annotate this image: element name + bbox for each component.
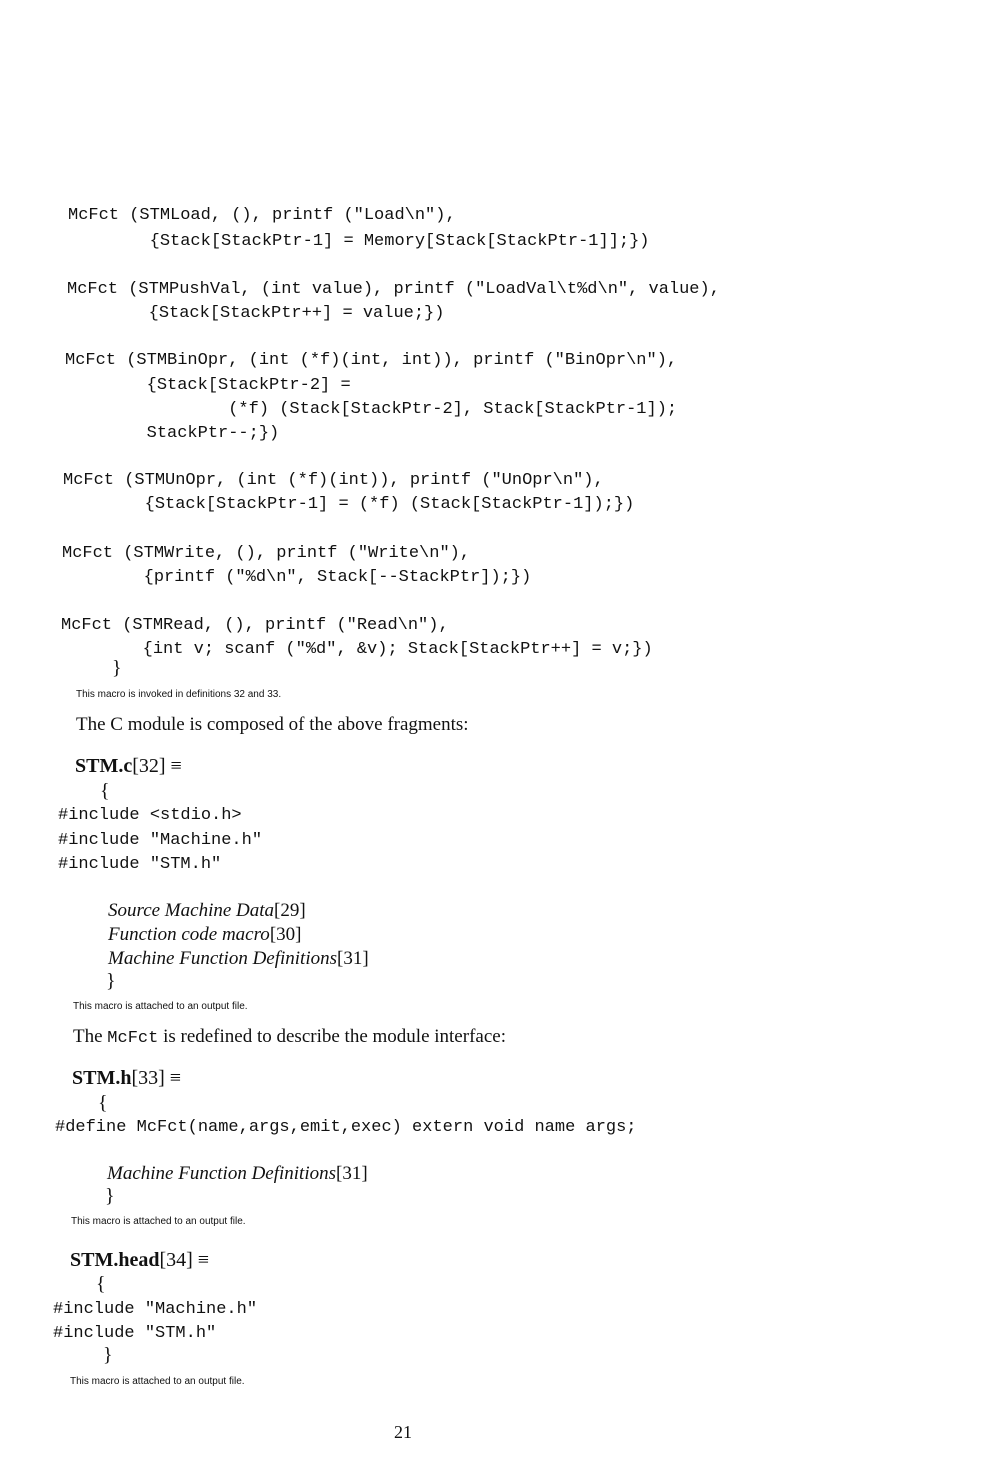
equiv-symbol: ≡ (169, 1067, 182, 1089)
closing-brace: } (106, 970, 116, 992)
page-number: 21 (394, 1422, 412, 1442)
macro-number: [34] (159, 1249, 193, 1271)
reference-name: Source Machine Data (108, 900, 275, 921)
code-line: {Stack[StackPtr-1] = Memory[Stack[StackPtr-1]];}) (68, 232, 650, 251)
macro-note: This macro is invoked in definitions 32 and 33. (76, 689, 282, 700)
include-line: #include "Machine.h" (53, 1300, 258, 1319)
macro-header-stm-h (72, 1067, 181, 1090)
macro-note: This macro is attached to an output file. (71, 1216, 246, 1227)
reference-number: [29] (274, 900, 306, 921)
macro-name: STM.c (75, 755, 133, 777)
reference-name: Function code macro (108, 924, 270, 945)
closing-brace: } (112, 657, 122, 679)
equiv-symbol: ≡ (170, 755, 182, 777)
opening-brace: { (100, 780, 110, 802)
prose-text: is redefined to describe the module interface: (158, 1026, 506, 1047)
macro-reference (108, 948, 369, 970)
macro-reference (107, 1163, 368, 1185)
reference-number: [30] (269, 924, 302, 945)
code-line: McFct (STMUnOpr, (int (*f)(int)), printf ("UnOpr\n"), (63, 471, 604, 490)
reference-name: Machine Function Definitions (107, 1163, 337, 1184)
macro-reference (108, 924, 301, 946)
include-line: #include "STM.h" (53, 1324, 217, 1343)
reference-number: [31] (336, 1163, 368, 1184)
code-line: McFct (STMLoad, (), printf ("Load\n"), (68, 206, 456, 225)
closing-brace: } (103, 1344, 113, 1366)
code-line: {Stack[StackPtr-2] = (65, 376, 351, 395)
code-line: McFct (STMPushVal, (int value), printf ("LoadVal\t%d\n", value), (67, 280, 720, 299)
closing-brace: } (105, 1185, 115, 1207)
prose-paragraph (73, 1026, 506, 1048)
define-line: #define McFct(name,args,emit,exec) extern void name args; (55, 1118, 637, 1137)
inline-code: McFct (107, 1029, 159, 1048)
code-line: McFct (STMRead, (), printf ("Read\n"), (61, 616, 449, 635)
reference-number: [31] (337, 948, 369, 969)
code-line: StackPtr--;}) (65, 424, 280, 443)
prose-text: The (73, 1026, 108, 1047)
equiv-symbol: ≡ (197, 1249, 210, 1271)
code-line: {Stack[StackPtr++] = value;}) (67, 304, 445, 323)
include-line: #include <stdio.h> (58, 806, 242, 825)
reference-name: Machine Function Definitions (108, 948, 338, 969)
code-line: McFct (STMBinOpr, (int (*f)(int, int)), printf ("BinOpr\n"), (65, 351, 678, 370)
code-line: (*f) (Stack[StackPtr-2], Stack[StackPtr-1]); (65, 400, 678, 419)
macro-header-stm-c (75, 755, 182, 778)
macro-reference (108, 900, 306, 922)
code-line: McFct (STMWrite, (), printf ("Write\n"), (62, 544, 471, 563)
code-line: {printf ("%d\n", Stack[--StackPtr]);}) (62, 568, 532, 587)
opening-brace: { (98, 1092, 108, 1114)
prose-paragraph: The C module is composed of the above fragments: (76, 714, 469, 735)
macro-note: This macro is attached to an output file. (70, 1376, 245, 1387)
macro-number: [32] (132, 755, 166, 777)
opening-brace: { (96, 1273, 106, 1295)
code-line: {int v; scanf ("%d", &v); Stack[StackPtr++] = v;}) (61, 640, 653, 659)
macro-header-stm-head (70, 1249, 209, 1272)
macro-note: This macro is attached to an output file. (73, 1001, 248, 1012)
macro-name: STM.head (70, 1249, 160, 1271)
include-line: #include "Machine.h" (58, 831, 263, 850)
macro-number: [33] (131, 1067, 165, 1089)
include-line: #include "STM.h" (58, 855, 222, 874)
code-line: {Stack[StackPtr-1] = (*f) (Stack[StackPtr-1]);}) (63, 495, 635, 514)
macro-name: STM.h (72, 1067, 132, 1089)
